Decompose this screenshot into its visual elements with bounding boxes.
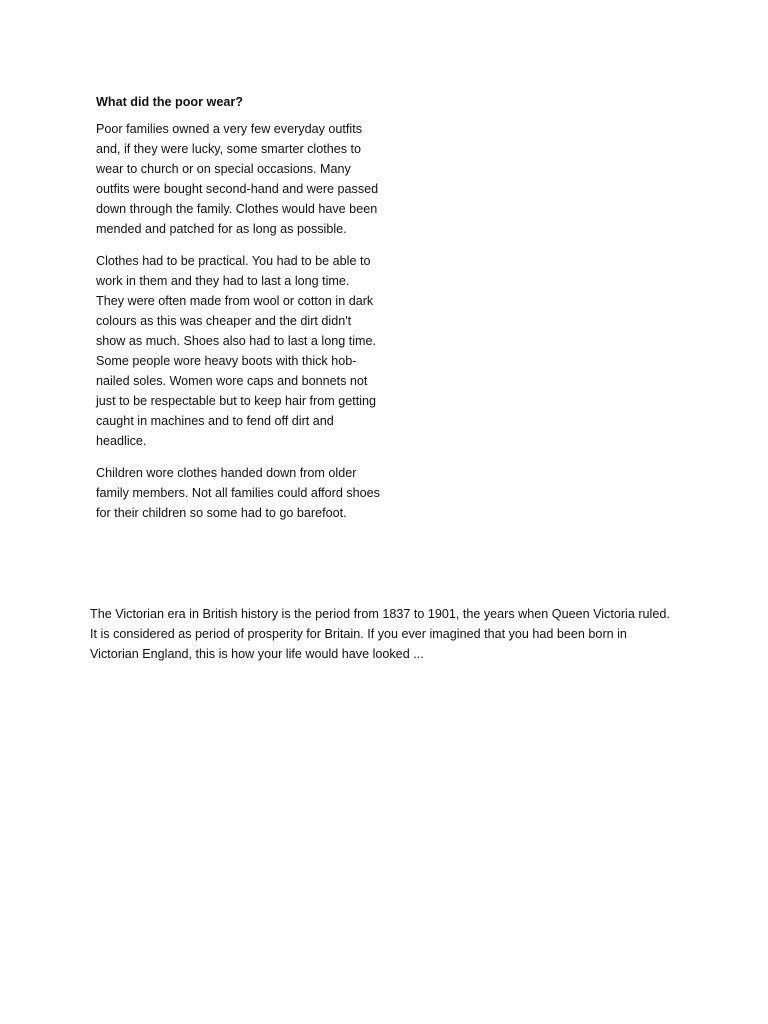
text-line: Victorian England, this is how your life would have looked ...: [90, 647, 424, 661]
text-line: just to be respectable but to keep hair from getting: [96, 394, 377, 408]
text-line: family members. Not all families could afford shoes: [96, 486, 380, 500]
text-line: wear to church or on special occasions. Many: [96, 162, 351, 176]
text-line: and, if they were lucky, some smarter clothes to: [96, 142, 362, 156]
text-line: caught in machines and to fend off dirt and: [96, 414, 334, 428]
text-line: Poor families owned a very few everyday outfits: [96, 122, 362, 136]
paragraph-2: [96, 251, 396, 451]
text-line: outfits were bought second-hand and were passed: [96, 182, 379, 196]
text-line: down through the family. Clothes would have been: [96, 202, 378, 216]
text-line: headlice.: [96, 434, 147, 448]
text-line: mended and patched for as long as possible.: [96, 222, 347, 236]
text-line: Clothes had to be practical. You had to be able to: [96, 254, 371, 268]
text-line: They were often made from wool or cotton in dark: [96, 294, 374, 308]
text-line: Some people wore heavy boots with thick hob-: [96, 354, 357, 368]
text-line: Children wore clothes handed down from older: [96, 466, 357, 480]
text-line: work in them and they had to last a long time.: [96, 274, 350, 288]
section-heading: What did the poor wear?: [96, 95, 243, 109]
text-line: colours as this was cheaper and the dirt didn't: [96, 314, 352, 328]
text-line: The Victorian era in British history is the period from 1837 to 1901, the years when Queen Victoria ruled.: [90, 607, 670, 621]
paragraph-1: [96, 119, 396, 239]
poor-wear-section: [96, 92, 396, 535]
text-line: for their children so some had to go barefoot.: [96, 506, 347, 520]
text-line: show as much. Shoes also had to last a long time.: [96, 334, 377, 348]
victorian-era-intro: [90, 604, 700, 664]
text-line: nailed soles. Women wore caps and bonnets not: [96, 374, 368, 388]
paragraph-3: [96, 463, 396, 523]
text-line: It is considered as period of prosperity for Britain. If you ever imagined that you had been born in: [90, 627, 627, 641]
